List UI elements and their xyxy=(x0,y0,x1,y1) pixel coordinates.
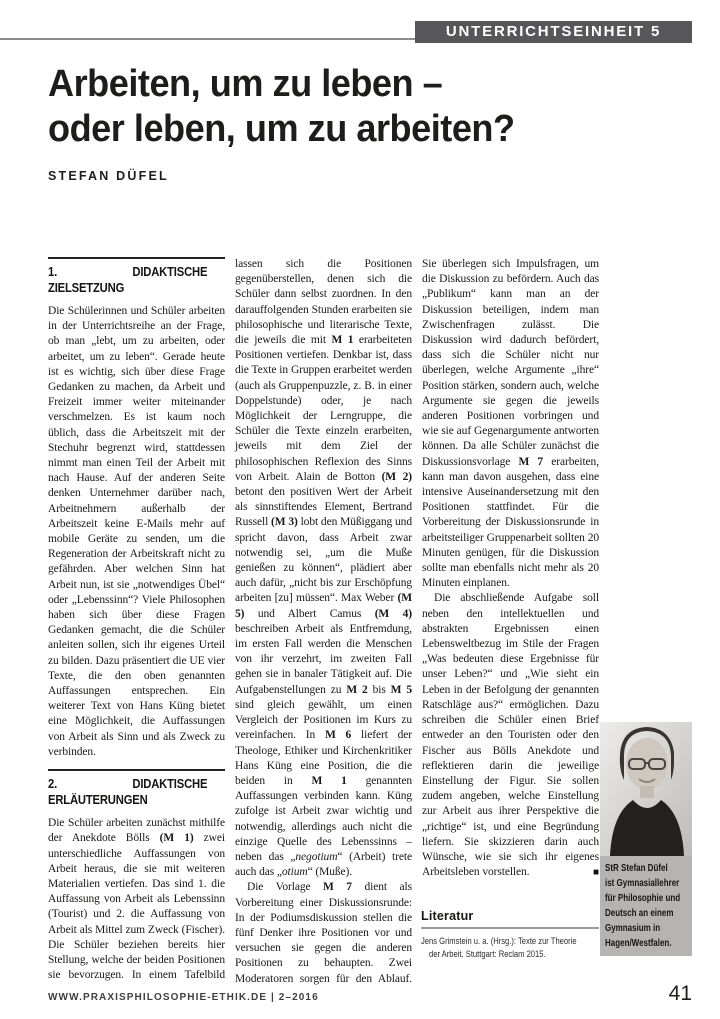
author-caption xyxy=(600,856,692,951)
section-1-heading: 1. DIDAKTISCHE ZIELSETZUNG xyxy=(48,265,208,295)
author-caption-line: Deutsch an einem xyxy=(605,908,674,919)
end-of-article-icon: ■ xyxy=(593,867,599,879)
page-title-line1: Arbeiten, um zu leben – xyxy=(48,63,443,105)
page-title-line2: oder leben, um zu arbeiten? xyxy=(48,108,515,150)
section-2-paragraph-2: Die Vorlage M 7 dient als Vorbereitung einer Diskussionsrunde: In der Podiumsdiskussion stellen die fünf Denker ihre Positionen vor und versuchen sie gegen die anderen Positionen zu behaupten. Zwei Moderatoren sorgen für den Ablauf. Sie überlegen sich Impulsfragen, um die Diskussion zu befördern. Auch das „Publikum“ kann man an der Diskussion beteiligen, indem man Zwischenfragen zulässt. Die Diskussion wird dadurch befördert, dass sich die Schüler nicht nur überlegen, welche Argumente „ihre“ Position stärken, sondern auch, welche Argumente sie gegen die jeweils anderen Positionen vorbringen und wie sie auf Gegenargumente antworten können. Da alle Schüler zunächst die Diskussionsvorlage M 7 erarbeiten, kann man davon ausgehen, dass eine intensive Auseinandersetzung mit den Positionen stattfindet. Für die Vorbereitung der Diskussionsrunde in arbeitsteiliger Gruppenarbeit sollten 20 Minuten genügen, für die Diskussion sollte man ebenfalls nicht mehr als 20 Minuten einplanen. xyxy=(235,258,599,985)
header-rule xyxy=(0,38,416,40)
section-1-heading-block xyxy=(48,257,225,296)
section-2-heading-block xyxy=(48,769,225,808)
section-2-heading: 2. DIDAKTISCHE ERLÄUTERUNGEN xyxy=(48,777,208,808)
section-2-paragraph-3: Die abschließende Aufgabe soll neben den intellektuellen und abstrakten Ergebnissen einen Lebensweltbezug im Stile der Fragen „Was bedeuten diese Ergebnisse für unser Leben?“ und „Wie sieht ein Leben in der Befolgung der genannten Ratschläge aus?“ ermöglichen. Dazu schreiben die Schüler einen Brief entweder an den Touristen oder den Fischer aus Bölls Anekdote und reflektieren darin die jeweilige Einstellung der Figur. Sie sollen zudem angeben, welche Einstellung zur Arbeit aus ihrer Perspektive die „richtige“ ist, und eine Begründung liefern. Sie skizzieren darin auch Wünsche, wie sie sich ihr eigenes Arbeitsleben vorstellen. xyxy=(422,592,599,879)
author-info-box xyxy=(600,722,692,956)
literatur-heading: Literatur xyxy=(421,909,599,929)
author-caption-line: StR Stefan Düfel xyxy=(605,863,668,874)
author-caption-line: Gymnasium in xyxy=(605,923,661,934)
author-caption-line: Hagen/Westfalen. xyxy=(605,938,672,949)
literatur-entry-line2: der Arbeit. Stuttgart: Reclam 2015. xyxy=(429,949,546,960)
literatur-section xyxy=(421,909,599,961)
section-2-paragraph-1: Die Schüler arbeiten zunächst mithilfe der Anekdote Bölls (M 1) zwei unterschiedliche Auffassungen von Arbeit heraus, die sie mit weiteren Materialien vertiefen. Das sind 1. die Auffassung von Arbeit als Lebenssinn (Tourist) und 2. die Auffassung von Arbeit als Mittel zum Zweck (Fischer). Die Schüler beziehen bereits hier Stellung, welche der beiden Positionen sie bevorzugen. In einem Tafelbild lassen sich die Positionen gegenüberstellen, denen sich die Schüler dann selbst zuordnen. In den darauffolgenden Stunden erarbeiten sie philosophische und literarische Texte, die jeweils die mit M 1 erarbeiteten Positionen vertiefen. Denkbar ist, dass die Texte in Gruppen erarbeitet werden (auch als Gruppenpuzzle, z. B. in einer Doppelstunde) oder, je nach Möglichkeit der Lerngruppe, die Schüler die Texte einzeln erarbeiten, jeweils mit dem Ziel der philosophischen Reflexion des Sinns von Arbeit. Alain de Botton (M 2) betont den positiven Wert der Arbeit als sinnstiftendes Element, Bertrand Russell (M 3) lobt den Müßiggang und spricht davon, dass Arbeit zwar notwendig sei, „um die Muße genießen zu können“, plädiert aber auch dafür, „nicht bis zur Erschöpfung arbeiten [zu] müssen“. Max Weber (M 5) und Albert Camus (M 4) beschreiben Arbeit als Entfremdung, im ersten Fall werden die Menschen von ihr verzehrt, im zweiten Fall gehen sie in banaler Tätigkeit auf. Die Aufgabenstellungen zu M 2 bis M 5 sind gleich gewählt, um einen Vergleich der Positionen im Kurs zu vereinfachen. In M 6 liefert der Theologe, Ethiker und Kirchenkritiker Hans Küng eine Position, die die beiden in M 1 genannten Auffassungen verbinden kann. Küng zufolge ist Arbeit zwar wichtig und notwendig, allerdings auch nicht die einzige Quelle des Lebenssinns – neben das „negotium“ (Arbeit) trete auch das „otium“ (Muße). xyxy=(48,258,413,982)
author-portrait-photo xyxy=(600,722,692,856)
footer-site-credit: WWW.PRAXISPHILOSOPHIE-ETHIK.DE | 2–2016 xyxy=(48,992,319,1003)
section-1-paragraph: Die Schülerinnen und Schüler arbeiten in der Unterrichtsreihe an der Frage, ob man „lebt, um zu arbeiten, oder arbeitet, um zu leben“. Gerade heute ist es wichtig, sich über diese Frage Gedanken zu machen, da Arbeit und Freizeit immer weiter miteinander verschmelzen. Es ist kaum noch üblich, dass die Arbeitszeit mit der Stechuhr begrenzt wird, stattdessen nimmt man einen Teil der Arbeit mit nach Hause. Auf der anderen Seite denken Unternehmer darüber nach, Arbeitnehmern außerhalb der Arbeitszeit keine E-Mails mehr auf mobile Geräte zu senden, um die Regeneration der Arbeitskraft nicht zu gefährden. Aber welchen Sinn hat Arbeit nun, ist sie „notwendiges Übel“ oder „Lebenssinn“? Viele Philosophen haben sich über diese Fragen Gedanken gemacht, die die Schüler anleiten sollen, sich ihr eigenes Urteil zu bilden. Dazu präsentiert die UE vier Texte, die den oben genannten Auffassungen entsprechen. Ein weiterer Text von Hans Küng bietet eine Möglichkeit, die Auffassungen von Arbeit als Sinn und als Zweck zu verbinden. xyxy=(48,305,225,758)
article-body xyxy=(48,257,599,988)
unit-kicker-badge: UNTERRICHTSEINHEIT 5 xyxy=(415,21,692,43)
page-number: 41 xyxy=(668,982,692,1005)
literatur-entry-line1: Jens Grimstein u. a. (Hrsg.): Texte zur Theorie xyxy=(421,936,577,947)
author-caption-line: für Philosophie und xyxy=(605,893,681,904)
page-title xyxy=(48,62,637,152)
author-caption-line: ist Gymnasiallehrer xyxy=(605,878,680,889)
author-byline: STEFAN DÜFEL xyxy=(48,169,169,183)
